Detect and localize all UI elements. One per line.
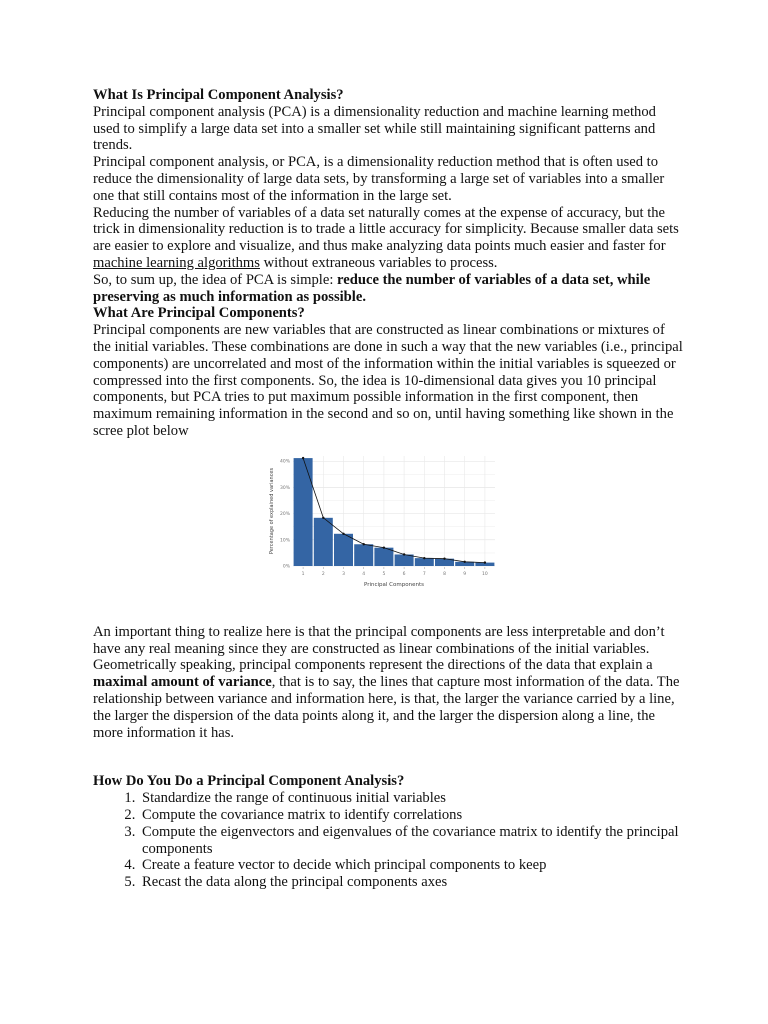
data-point (363, 543, 365, 545)
data-point (443, 557, 445, 559)
document-page (93, 87, 683, 891)
x-axis-title: Principal Components (364, 581, 424, 588)
list-item: 2. Compute the covariance matrix to identify correlations (139, 807, 683, 824)
y-tick-label: 0% (282, 564, 290, 570)
bar (294, 458, 313, 566)
paragraph-pca-definition: Principal component analysis (PCA) is a dimensionality reduction and machine learning method used to simplify a large data set into a smaller set while still maintaining significant patterns and trends. (93, 103, 656, 154)
list-item: 3. Compute the eigenvectors and eigenvalues of the covariance matrix to identify the principal components (139, 824, 683, 858)
y-tick-label: 20% (279, 511, 290, 517)
scree-plot-figure (93, 452, 683, 622)
scree-plot-chart (265, 452, 501, 594)
heading-how-to-do-pca: How Do You Do a Principal Component Analysis? (93, 773, 405, 790)
x-tick-label: 1 (301, 571, 305, 577)
paragraph-pca-reduce-dimensionality: Principal component analysis, or PCA, is a dimensionality reduction method that is often used to reduce the dimensionality of large data sets, by transforming a large set of variables into a smaller one that still contains most of the information in the large set. (93, 154, 665, 204)
y-tick-label: 10% (279, 538, 290, 544)
data-point (302, 457, 304, 459)
x-tick-label: 4 (362, 571, 366, 577)
bar (395, 554, 414, 566)
x-tick-label: 7 (422, 571, 426, 577)
data-point (322, 516, 324, 518)
bar (334, 534, 353, 566)
x-tick-label: 2 (321, 571, 325, 577)
x-tick-label: 10 (482, 571, 488, 577)
data-point (464, 560, 466, 562)
y-tick-label: 30% (279, 485, 290, 491)
steps-list (93, 790, 683, 891)
link-machine-learning-algorithms[interactable]: machine learning algorithms (93, 254, 260, 271)
paragraph-principal-components: Principal components are new variables that are constructed as linear combinations or mixtures of the initial variables. These combinations are done in such a way that the new variables (i.e., principal components) are uncorrelated and most of the information within the initial variables is squeezed or compressed into the first components. So, the idea is 10-dimensional data gives you 10 principal components, but PCA tries to put maximum possible information in the first component, then maximum remaining information in the second and so on, until having something like shown in the scree plot below (93, 322, 683, 439)
data-point (403, 553, 405, 555)
list-item: 1. Standardize the range of continuous initial variables (139, 790, 683, 807)
list-item: 5. Recast the data along the principal components axes (139, 874, 683, 891)
spacer (93, 741, 683, 773)
x-tick-label: 5 (382, 571, 386, 577)
paragraph-sum-up: So, to sum up, the idea of PCA is simple: reduce the number of variables of a data set, while preserving as much information as possible. (93, 271, 651, 305)
x-tick-label: 6 (402, 571, 406, 577)
heading-what-are-principal-components: What Are Principal Components? (93, 305, 305, 322)
data-point (383, 546, 385, 548)
list-item: 4. Create a feature vector to decide which principal components to keep (139, 857, 683, 874)
heading-what-is-pca: What Is Principal Component Analysis? (93, 87, 344, 103)
y-axis-title: Percentage of explained variances (269, 467, 275, 554)
x-tick-label: 3 (342, 571, 345, 577)
x-tick-label: 8 (443, 571, 446, 577)
data-point (484, 561, 486, 563)
data-point (342, 532, 344, 534)
bar (374, 547, 393, 565)
bar (354, 544, 373, 566)
paragraph-interpretability: An important thing to realize here is that the principal components are less interpretable and don’t have any real meaning since they are constructed as linear combinations of the initial variables. (93, 623, 665, 657)
paragraph-accuracy-tradeoff: Reducing the number of variables of a data set naturally comes at the expense of accuracy, but the trick in dimensionality reduction is to trade a little accuracy for simplicity. Because smaller data sets are easier to explore and visualize, and thus make analyzing data points much easier and faster for machine learning algorithms without extraneous variables to process. (93, 204, 679, 271)
data-point (423, 557, 425, 559)
x-tick-label: 9 (463, 571, 467, 577)
bar (314, 518, 333, 566)
y-tick-label: 40% (279, 459, 290, 465)
paragraph-geometric-meaning: Geometrically speaking, principal components represent the directions of the data that explain a maximal amount of variance, that is to say, the lines that capture most information of the data. The relationship between variance and information here, is that, the larger the variance carried by a line, the larger the dispersion of the data points along it, and the larger the dispersion along a line, the more information it has. (93, 657, 680, 741)
